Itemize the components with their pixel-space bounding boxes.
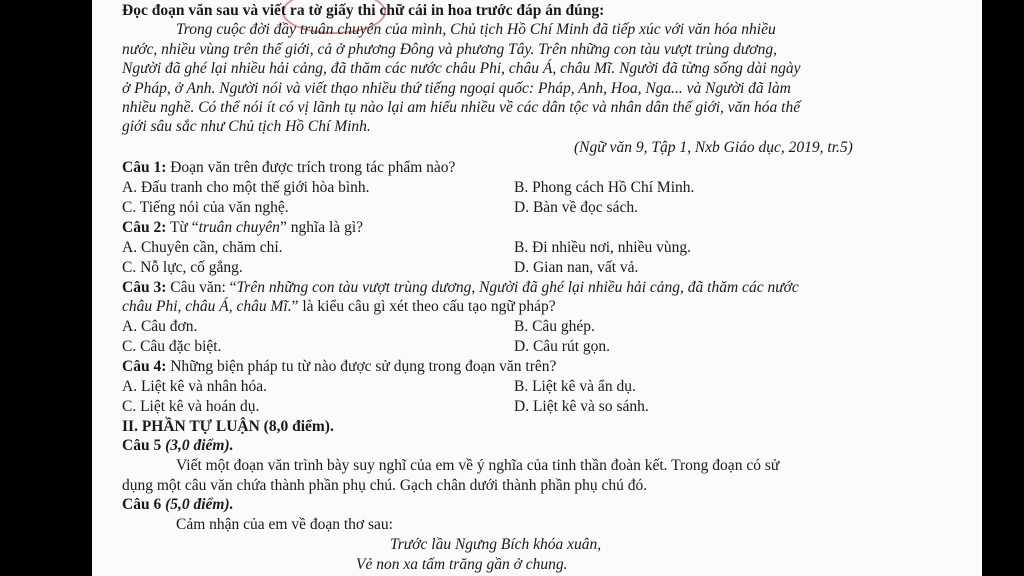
question-6: [122, 496, 234, 514]
q2-option-c: C. Nỗ lực, cố gắng.: [122, 259, 243, 276]
q2-option-d: D. Gian nan, vất vả.: [514, 259, 639, 276]
poem-line-1: Trước lầu Ngưng Bích khóa xuân,: [390, 536, 602, 553]
passage-source: (Ngữ văn 9, Tập 1, Nxb Giáo dục, 2019, tr.5): [574, 139, 853, 156]
question-6-prompt: Cảm nhận của em về đoạn thơ sau:: [176, 516, 393, 533]
q1-option-a: A. Đấu tranh cho một thế giới hòa bình.: [122, 179, 370, 196]
passage-line-2: nước, nhiều vùng trên thế giới, cả ở phương Đông và phương Tây. Trên những con tàu vượt trùng dương,: [122, 41, 777, 58]
question-6-label: Câu 6: [122, 496, 162, 513]
question-3-post: ” là kiểu câu gì xét theo cấu tạo ngữ pháp?: [291, 298, 556, 315]
question-4: [122, 358, 556, 376]
reading-instruction: Đọc đoạn văn sau và viết ra tờ giấy thi chữ cái in hoa trước đáp án đúng:: [122, 2, 605, 19]
question-1-text: Đoạn văn trên được trích trong tác phẩm nào?: [166, 159, 456, 176]
passage-line-1: Trong cuộc đời đầy truân chuyên của mình, Chủ tịch Hồ Chí Minh đã tiếp xúc với văn hóa nhiều: [176, 21, 776, 38]
question-1-label: Câu 1:: [122, 159, 167, 176]
question-6-score: (5,0 điểm).: [165, 496, 234, 513]
part-2-heading: II. PHẦN TỰ LUẬN (8,0 điểm).: [122, 418, 334, 435]
question-4-label: Câu 4:: [122, 358, 167, 375]
question-2-post: ” nghĩa là gì?: [279, 219, 364, 236]
q4-option-b: B. Liệt kê và ẩn dụ.: [514, 378, 636, 395]
poem-line-2: Vẻ non xa tấm trăng gần ở chung.: [356, 556, 568, 573]
q4-option-c: C. Liệt kê và hoán dụ.: [122, 398, 260, 415]
question-3-quote-1: Trên những con tàu vượt trùng dương, Người đã ghé lại nhiều hải cảng, đã thăm các nước: [236, 279, 799, 296]
question-2: [122, 219, 363, 237]
question-3-pre: Câu văn: “: [166, 279, 237, 296]
q3-option-a: A. Câu đơn.: [122, 318, 198, 335]
question-5-line-2: dụng một câu văn chứa thành phần phụ chú. Gạch chân dưới thành phần phụ chú đó.: [122, 477, 648, 494]
q2-option-b: B. Đi nhiều nơi, nhiều vùng.: [514, 239, 691, 256]
q1-option-d: D. Bàn về đọc sách.: [514, 199, 638, 216]
q3-option-c: C. Câu đặc biệt.: [122, 338, 222, 355]
passage-line-5: nhiều nghề. Có thể nói ít có vị lãnh tụ nào lại am hiểu nhiều về các dân tộc và nhân dân thế giới, văn hóa thế: [122, 99, 801, 116]
question-2-pre: Từ “: [166, 219, 199, 236]
q3-option-d: D. Câu rút gọn.: [514, 338, 611, 355]
question-2-label: Câu 2:: [122, 219, 167, 236]
passage-line-3: Người đã ghé lại nhiều hải cảng, đã thăm các nước châu Phi, châu Á, châu Mĩ. Người đã từng sống dài ngày: [122, 60, 801, 77]
q3-option-b: B. Câu ghép.: [514, 318, 595, 335]
question-2-term: truân chuyên: [198, 219, 280, 236]
q1-option-b: B. Phong cách Hồ Chí Minh.: [514, 179, 695, 196]
question-5-label: Câu 5: [122, 437, 162, 454]
passage-line-6: giới sâu sắc như Chủ tịch Hồ Chí Minh.: [122, 118, 371, 135]
question-3-cont: [122, 298, 556, 316]
question-3-quote-2: châu Phi, châu Á, châu Mĩ.: [122, 298, 292, 315]
question-5-line-1: Viết một đoạn văn trình bày suy nghĩ của em về ý nghĩa của tinh thần đoàn kết. Trong đoạn có sử: [176, 457, 780, 474]
question-5: [122, 437, 234, 455]
exam-page: [92, 0, 982, 576]
question-1: [122, 159, 455, 177]
q2-option-a: A. Chuyên cần, chăm chỉ.: [122, 239, 283, 256]
question-3-label: Câu 3:: [122, 279, 167, 296]
q4-option-a: A. Liệt kê và nhân hóa.: [122, 378, 268, 395]
q1-option-c: C. Tiếng nói của văn nghệ.: [122, 199, 289, 216]
passage-line-4: ở Pháp, ở Anh. Người nói và viết thạo nhiều thứ tiếng ngoại quốc: Pháp, Anh, Hoa, Nga... và Người đã làm: [122, 80, 791, 97]
question-5-score: (3,0 điểm).: [165, 437, 234, 454]
question-3: [122, 279, 799, 297]
question-4-text: Những biện pháp tu từ nào được sử dụng trong đoạn văn trên?: [166, 358, 557, 375]
q4-option-d: D. Liệt kê và so sánh.: [514, 398, 649, 415]
